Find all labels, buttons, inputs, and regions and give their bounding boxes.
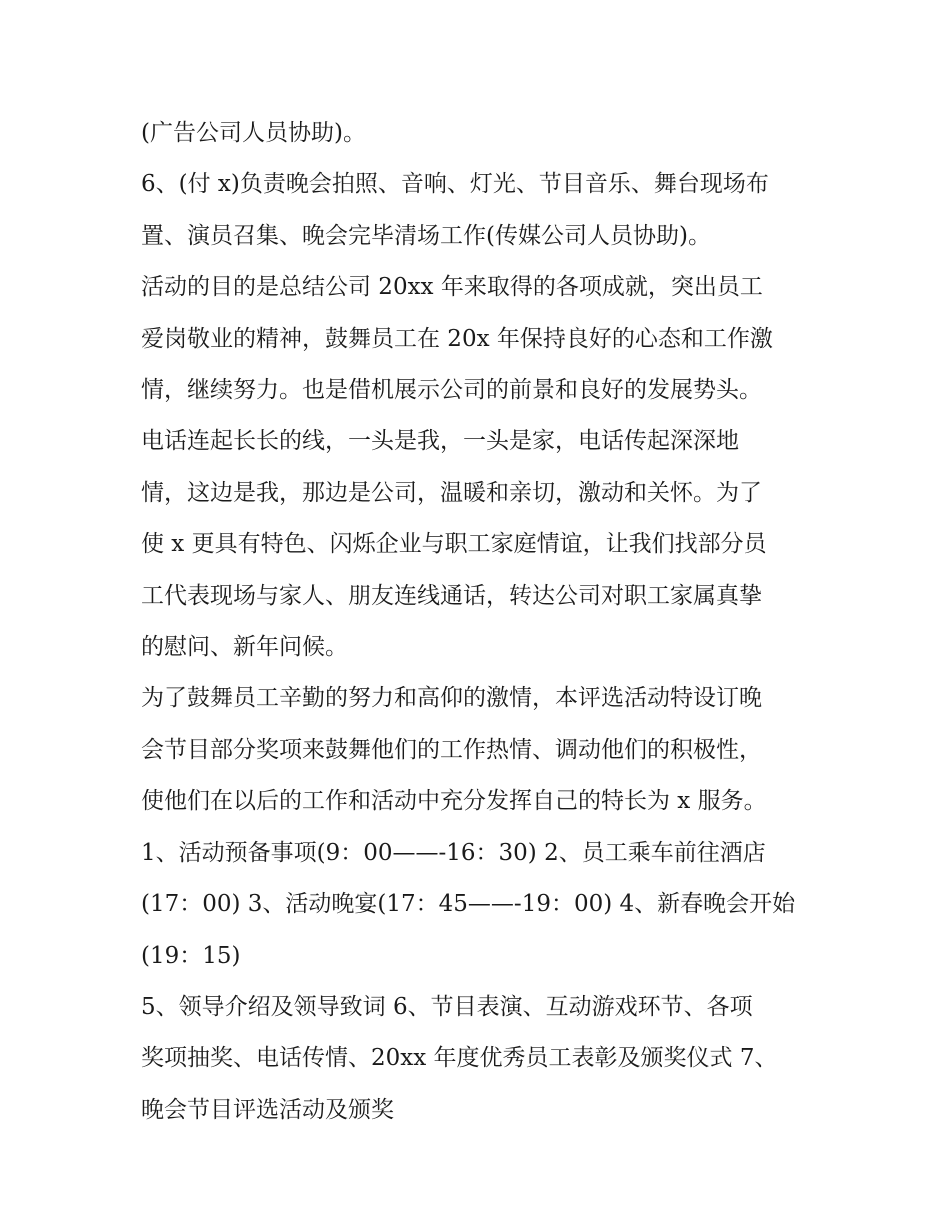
- text-line: 会节目部分奖项来鼓舞他们的工作热情、调动他们的积极性，: [141, 736, 762, 763]
- text-line: (17：00) 3、活动晚宴(17：45——-19：00) 4、新春晚会开始: [141, 891, 796, 918]
- text-line: 活动的目的是总结公司 20xx 年来取得的各项成就，突出员工: [141, 274, 763, 301]
- text-line: 情，继续努力。也是借机展示公司的前景和良好的发展势头。: [141, 377, 762, 404]
- text-line: (广告公司人员协助)。: [141, 120, 366, 146]
- text-line: 使他们在以后的工作和活动中充分发挥自己的特长为 x 服务。: [141, 788, 767, 815]
- text-line: 工代表现场与家人、朋友连线通话，转达公司对职工家属真挚: [141, 582, 762, 609]
- text-line: 爱岗敬业的精神，鼓舞员工在 20x 年保持良好的心态和工作激: [141, 325, 773, 352]
- text-line: 电话连起长长的线，一头是我，一头是家，电话传起深深地: [141, 428, 739, 455]
- text-line: 使 x 更具有特色、闪烁企业与职工家庭情谊，让我们找部分员: [141, 531, 767, 558]
- text-line: 为了鼓舞员工辛勤的努力和高仰的激情，本评选活动特设订晚: [141, 685, 762, 712]
- text-line: 1、活动预备事项(9：00——-16：30) 2、员工乘车前往酒店: [141, 839, 766, 866]
- text-line: 置、演员召集、晚会完毕清场工作(传媒公司人员协助)。: [141, 222, 711, 249]
- text-line: 6、(付 x)负责晚会拍照、音响、灯光、节目音乐、舞台现场布: [141, 171, 769, 198]
- text-line: 晚会节目评选活动及颁奖: [141, 1096, 394, 1123]
- text-line: 的慰问、新年问候。: [141, 634, 348, 661]
- text-line: 奖项抽奖、电话传情、20xx 年度优秀员工表彰及颁奖仪式 7、: [141, 1045, 778, 1072]
- text-line: (19：15): [141, 942, 241, 969]
- text-line: 5、领导介绍及领导致词 6、节目表演、互动游戏环节、各项: [141, 993, 753, 1020]
- document-body: [141, 108, 821, 1136]
- text-line: 情，这边是我，那边是公司，温暖和亲切，激动和关怀。为了: [141, 479, 762, 506]
